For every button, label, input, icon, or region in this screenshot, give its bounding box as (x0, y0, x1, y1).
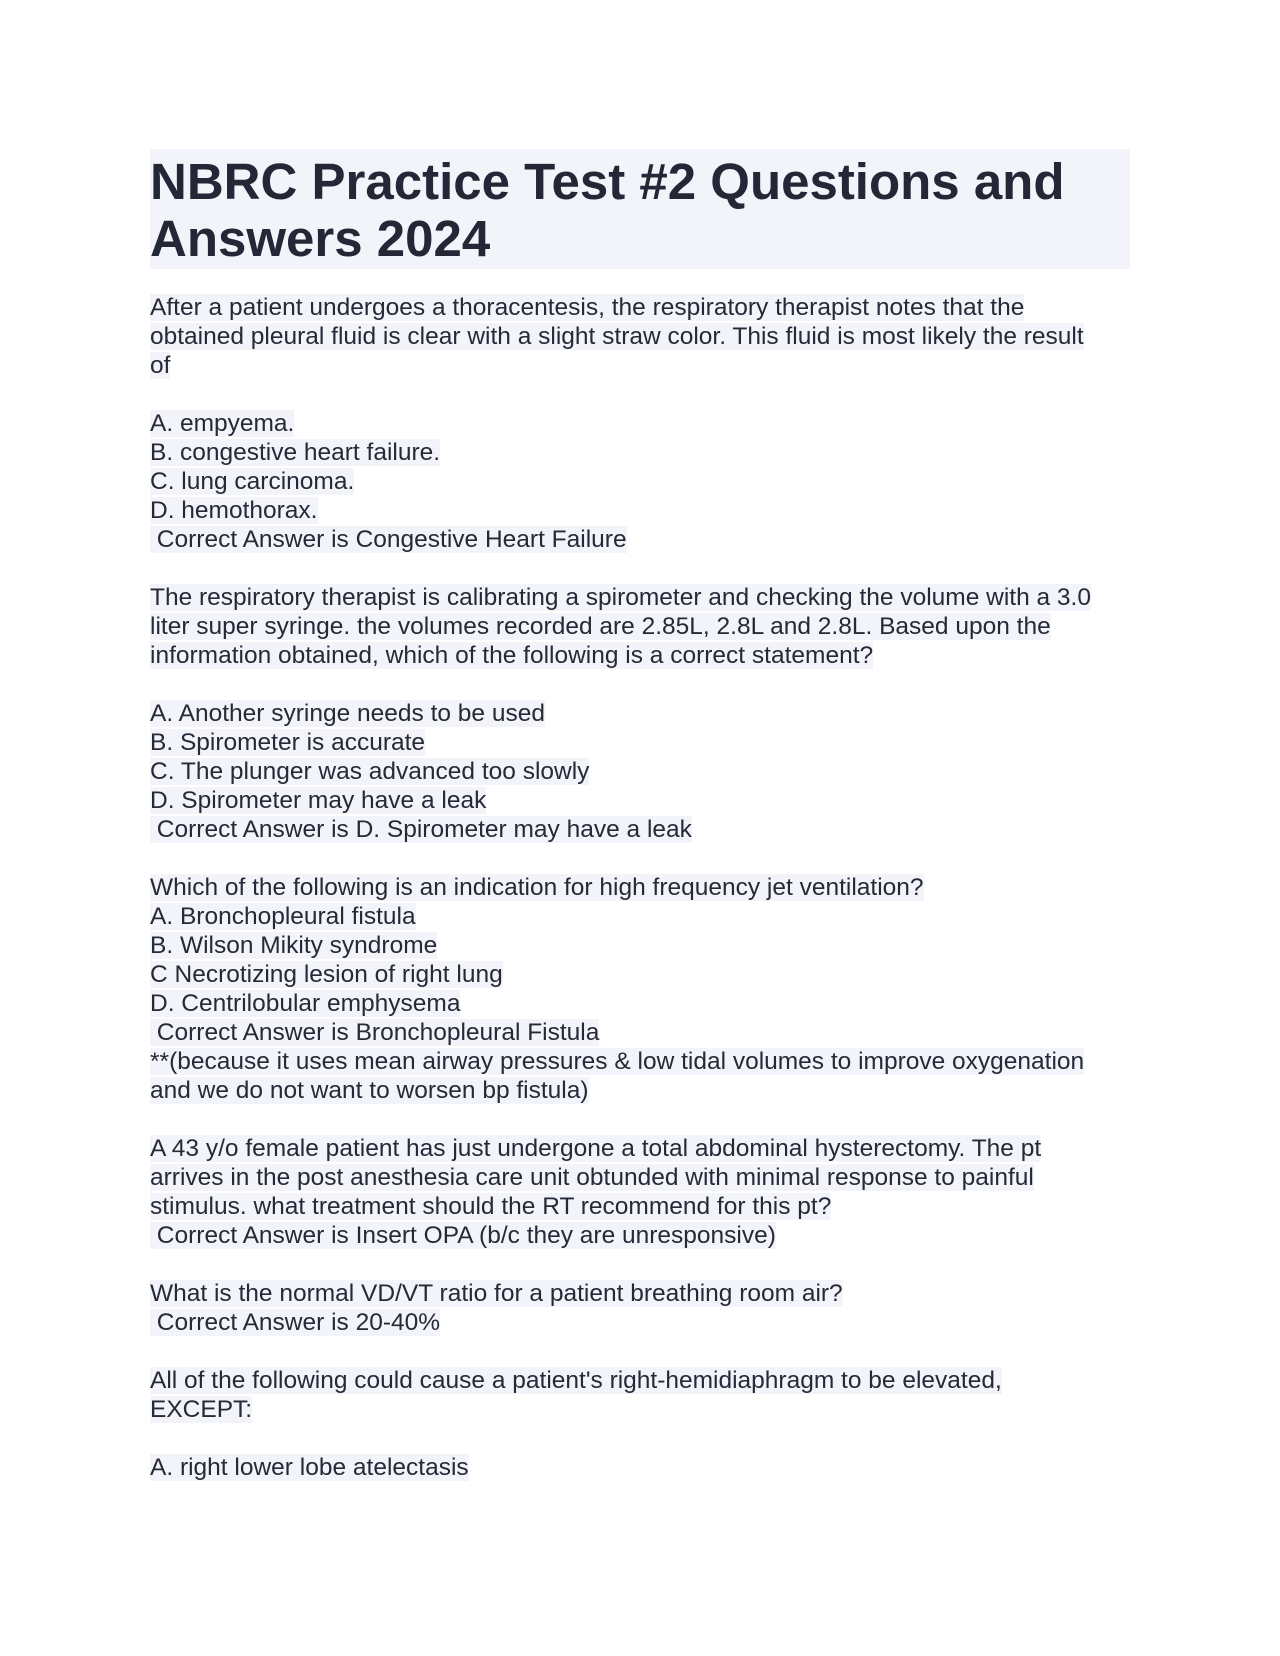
answer-option: D. Spirometer may have a leak (150, 787, 487, 814)
document-page (150, 149, 1130, 1511)
answer-option: A. Another syringe needs to be used (150, 700, 545, 727)
answer-option: B. congestive heart failure. (150, 439, 441, 466)
answer-option: D. hemothorax. (150, 497, 318, 524)
answer-option: C. lung carcinoma. (150, 468, 355, 495)
question-2 (150, 583, 1130, 844)
answer-option: B. Spirometer is accurate (150, 729, 426, 756)
question-stem-line: EXCEPT: (150, 1396, 253, 1423)
correct-answer: Correct Answer is Bronchopleural Fistula (150, 1019, 600, 1046)
question-stem-line: A 43 y/o female patient has just undergone a total abdominal hysterectomy. The pt (150, 1135, 1042, 1162)
correct-answer: Correct Answer is D. Spirometer may have a leak (150, 816, 692, 843)
answer-option: A. empyema. (150, 410, 295, 437)
question-stem-line: stimulus. what treatment should the RT recommend for this pt? (150, 1193, 832, 1220)
question-stem-line: of (150, 352, 171, 379)
question-stem-line: liter super syringe. the volumes recorded are 2.85L, 2.8L and 2.8L. Based upon the (150, 613, 1051, 640)
answer-option: A. right lower lobe atelectasis (150, 1454, 469, 1481)
question-stem-line: Which of the following is an indication for high frequency jet ventilation? (150, 874, 924, 901)
correct-answer: Correct Answer is Congestive Heart Failure (150, 526, 627, 553)
question-stem-line: All of the following could cause a patient's right-hemidiaphragm to be elevated, (150, 1367, 1002, 1394)
correct-answer: Correct Answer is 20-40% (150, 1309, 441, 1336)
answer-option: A. Bronchopleural fistula (150, 903, 416, 930)
question-1 (150, 293, 1130, 554)
page-title: NBRC Practice Test #2 Questions and Answers 2024 (150, 153, 1065, 267)
question-6 (150, 1366, 1130, 1482)
title-block (150, 149, 1130, 269)
answer-note-line: **(because it uses mean airway pressures & low tidal volumes to improve oxygenation (150, 1048, 1085, 1075)
question-stem-line: information obtained, which of the following is a correct statement? (150, 642, 874, 669)
answer-note-line: and we do not want to worsen bp fistula) (150, 1077, 589, 1104)
question-3 (150, 873, 1130, 1105)
question-5 (150, 1279, 1130, 1337)
question-4 (150, 1134, 1130, 1250)
answer-option: C. The plunger was advanced too slowly (150, 758, 590, 785)
question-stem-line: obtained pleural fluid is clear with a slight straw color. This fluid is most likely the result (150, 323, 1084, 350)
answer-option: C Necrotizing lesion of right lung (150, 961, 503, 988)
correct-answer: Correct Answer is Insert OPA (b/c they are unresponsive) (150, 1222, 776, 1249)
question-stem-line: What is the normal VD/VT ratio for a patient breathing room air? (150, 1280, 843, 1307)
question-stem-line: The respiratory therapist is calibrating a spirometer and checking the volume with a 3.0 (150, 584, 1091, 611)
answer-option: B. Wilson Mikity syndrome (150, 932, 438, 959)
answer-option: D. Centrilobular emphysema (150, 990, 461, 1017)
question-stem-line: After a patient undergoes a thoracentesis, the respiratory therapist notes that the (150, 294, 1025, 321)
question-stem-line: arrives in the post anesthesia care unit obtunded with minimal response to painful (150, 1164, 1034, 1191)
